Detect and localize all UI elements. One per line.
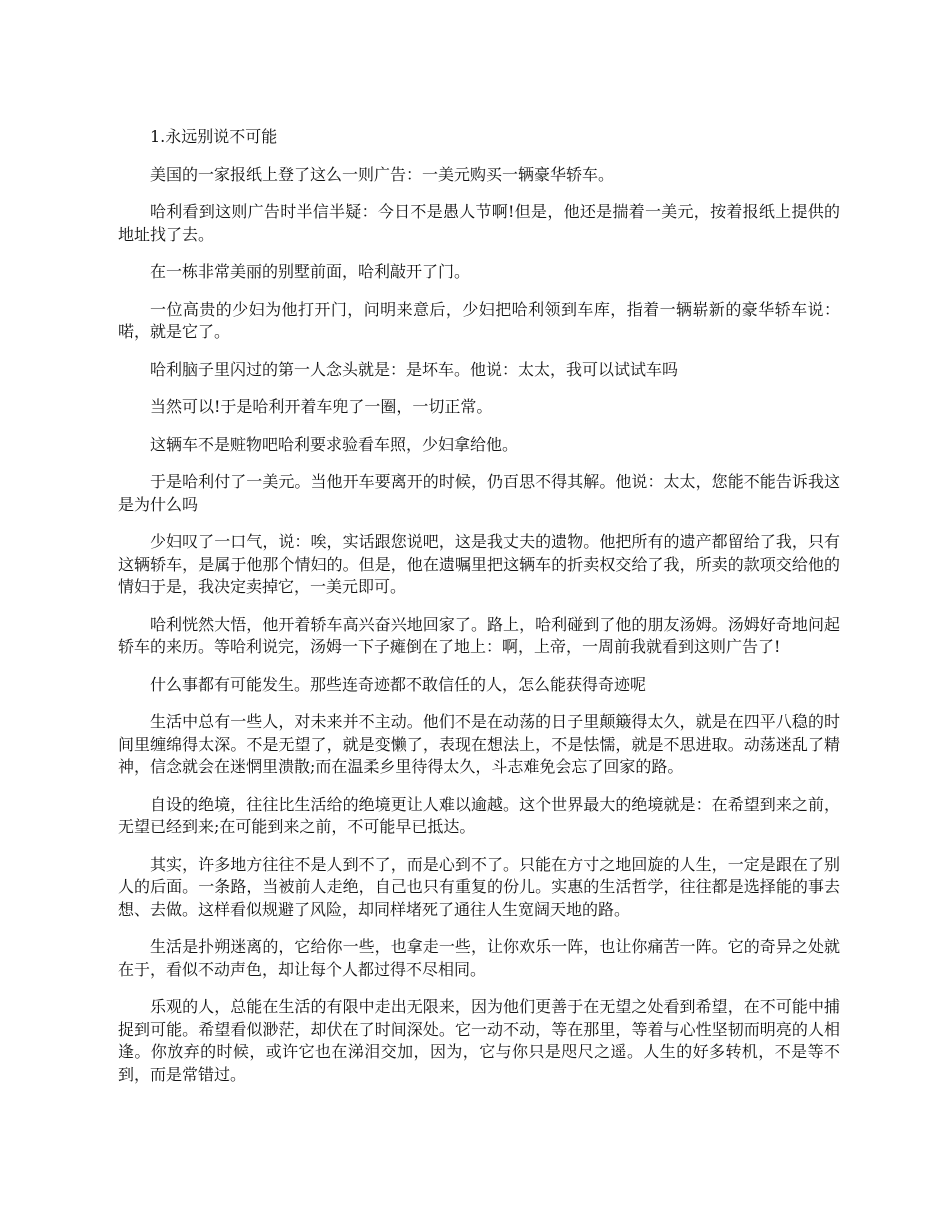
paragraph: 自设的绝境，往往比生活给的绝境更让人难以逾越。这个世界最大的绝境就是：在希望到来之前，无望已经到来;在可能到来之前，不可能早已抵达。 (118, 794, 840, 836)
paragraph: 当然可以!于是哈利开着车兜了一圈，一切正常。 (150, 397, 493, 416)
paragraph: 哈利看到这则广告时半信半疑：今日不是愚人节啊!但是，他还是揣着一美元，按着报纸上提供的地址找了去。 (118, 202, 840, 244)
paragraph: 少妇叹了一口气，说：唉，实话跟您说吧，这是我丈夫的遗物。他把所有的遗产都留给了我，只有这辆轿车，是属于他那个情妇的。但是，他在遗嘱里把这辆车的折卖权交给了我，所卖的款项交给他的情妇于是，我决定卖掉它，一美元即可。 (118, 532, 840, 596)
paragraph: 美国的一家报纸上登了这么一则广告：一美元购买一辆豪华轿车。 (150, 164, 615, 184)
paragraph: 生活中总有一些人，对未来并不主动。他们不是在动荡的日子里颠簸得太久，就是在四平八稳的时间里缠绵得太深。不是无望了，就是变懒了，表现在想法上，不是怯懦，就是不思进取。动荡迷乱了精神，信念就会在迷惘里溃散;而在温柔乡里待得太久，斗志难免会忘了回家的路。 (118, 712, 840, 776)
paragraph: 乐观的人，总能在生活的有限中走出无限来，因为他们更善于在无望之处看到希望，在不可能中捕捉到可能。希望看似渺茫，却伏在了时间深处。它一动不动，等在那里，等着与心性坚韧而明亮的人相逢。你放弃的时候，或许它也在涕泪交加，因为，它与你只是咫尺之遥。人生的好多转机，不是等不到，而是常错过。 (118, 997, 840, 1084)
paragraph: 哈利脑子里闪过的第一人念头就是：是坏车。他说：太太，我可以试试车吗 (150, 359, 679, 379)
paragraph: 生活是扑朔迷离的，它给你一些，也拿走一些，让你欢乐一阵，也让你痛苦一阵。它的奇异之处就在于，看似不动声色，却让每个人都过得不尽相同。 (118, 937, 840, 979)
paragraph: 一位高贵的少妇为他打开门，问明来意后，少妇把哈利领到车库，指着一辆崭新的豪华轿车说：喏，就是它了。 (118, 299, 840, 341)
paragraph: 其实，许多地方往往不是人到不了，而是心到不了。只能在方寸之地回旋的人生，一定是跟在了别人的后面。一条路，当被前人走绝，自己也只有重复的份儿。实惠的生活哲学，往往都是选择能的事去想、去做。这样看似规避了风险，却同样堵死了通往人生宽阔天地的路。 (118, 854, 840, 919)
paragraph: 什么事都有可能发生。那些连奇迹都不敢信任的人，怎么能获得奇迹呢 (150, 674, 647, 694)
paragraph: 在一栋非常美丽的别墅前面，哈利敲开了门。 (150, 262, 471, 281)
paragraph: 于是哈利付了一美元。当他开车要离开的时候，仍百思不得其解。他说：太太，您能不能告诉我这是为什么吗 (118, 472, 840, 514)
paragraph: 这辆车不是赃物吧哈利要求验看车照，少妇拿给他。 (150, 434, 519, 454)
paragraph: 哈利恍然大悟，他开着轿车高兴奋兴地回家了。路上，哈利碰到了他的朋友汤姆。汤姆好奇地问起轿车的来历。等哈利说完，汤姆一下子瘫倒在了地上：啊，上帝，一周前我就看到这则广告了! (118, 614, 840, 656)
document-body (118, 126, 840, 1101)
section-heading: 1.永远别说不可能 (150, 127, 278, 146)
